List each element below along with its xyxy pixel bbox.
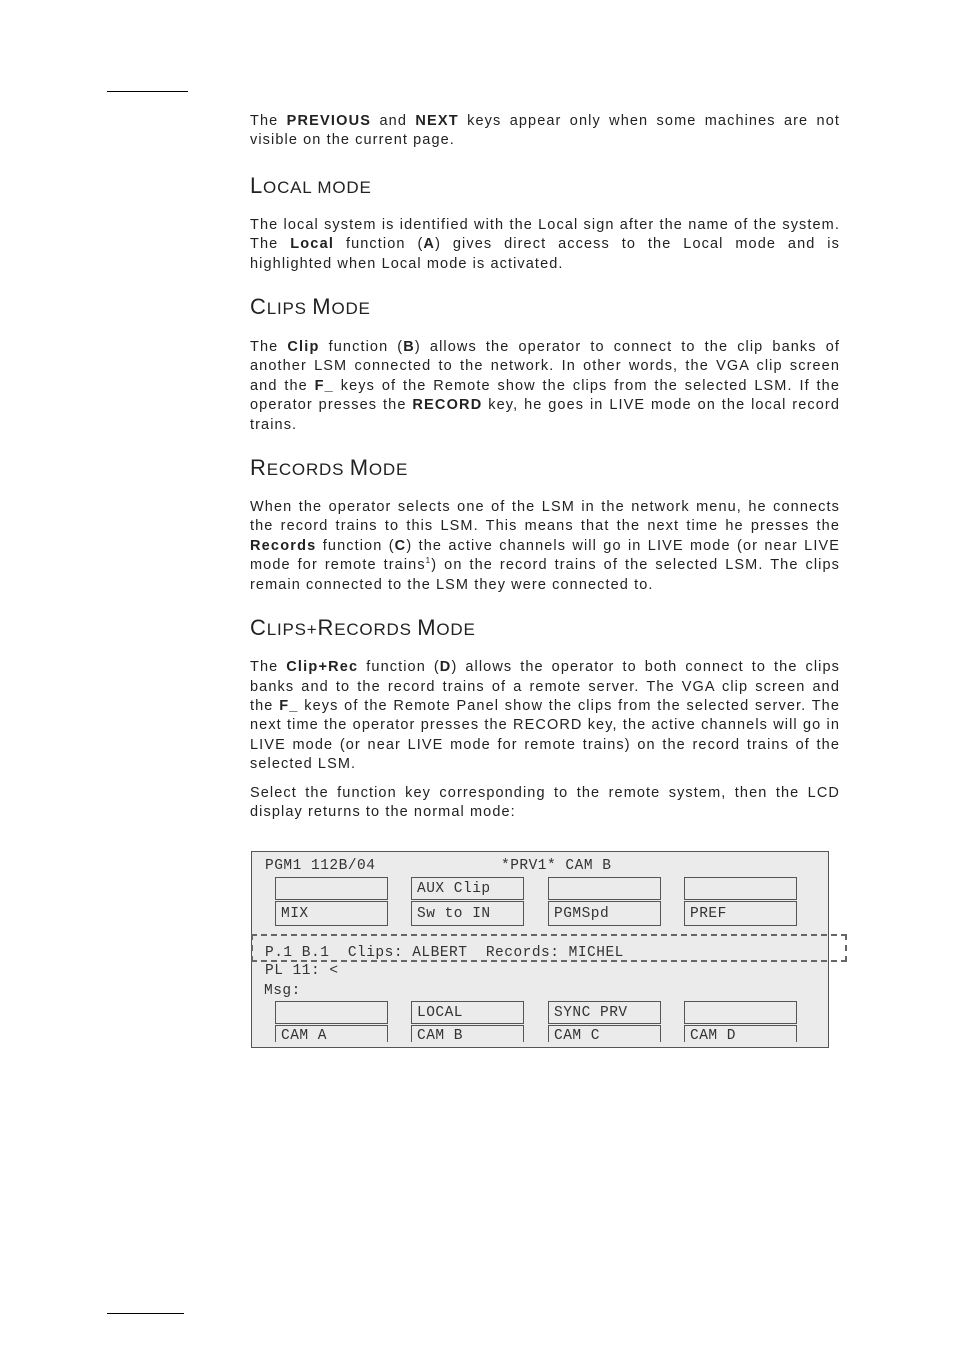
softkey-label: CAM D xyxy=(690,1028,737,1044)
f-key-label: F_ xyxy=(314,377,334,394)
records-function-label: Records xyxy=(250,537,317,554)
previous-key-label: PREVIOUS xyxy=(286,113,372,129)
lcd-softkey[interactable] xyxy=(684,901,797,926)
text: ) allows the operator to both connect to the clips banks and to the record trains of a remote server. The VGA clip screen and the xyxy=(250,659,840,714)
softkey-label: CAM A xyxy=(281,1028,328,1044)
heading-rest: ECORDS xyxy=(334,620,418,640)
heading-cap: C xyxy=(250,615,267,641)
lcd-softkey[interactable] xyxy=(411,1001,524,1024)
text: function ( xyxy=(334,236,424,253)
intro-text: and xyxy=(371,113,416,129)
softkey-label: PREF xyxy=(690,906,727,922)
lcd-playlist-line: PL 11: < xyxy=(265,963,339,979)
lcd-softkey[interactable] xyxy=(411,1025,524,1042)
softkey-label: SYNC PRV xyxy=(554,1005,628,1021)
text: ) the active channels will go in LIVE mode (or near LIVE mode for remote trains xyxy=(250,537,840,574)
select-paragraph: Select the function key corresponding to the remote system, then the LCD display returns to the normal mode: xyxy=(250,784,840,820)
key-letter: A xyxy=(423,236,436,253)
heading-rest: ODE xyxy=(368,460,409,480)
lcd-softkey[interactable] xyxy=(684,1025,797,1042)
text: function ( xyxy=(316,537,395,554)
text: key, he goes in LIVE mode on the local record trains. xyxy=(250,397,841,433)
softkey-label: Sw to IN xyxy=(417,906,491,922)
softkey-label: PGMSpd xyxy=(554,906,610,922)
lcd-softkey[interactable] xyxy=(275,877,388,900)
softkey-label: MIX xyxy=(281,906,309,922)
clip-function-label: Clip xyxy=(287,339,320,356)
clips-mode-paragraph xyxy=(250,338,840,435)
lcd-softkey[interactable] xyxy=(411,901,524,926)
text: When the operator selects one of the LSM in the network menu, he connects the record trains to this LSM. This means that the next time he presses the xyxy=(250,499,840,535)
heading-rest: OCAL MODE xyxy=(263,177,372,197)
lcd-softkey[interactable] xyxy=(684,1001,797,1024)
lcd-status-left: PGM1 112B/04 xyxy=(265,858,376,874)
heading-cap: M xyxy=(417,615,437,641)
heading-cap: R xyxy=(250,455,267,481)
record-key-label: RECORD xyxy=(412,397,483,414)
clips-records-mode-paragraph xyxy=(250,658,840,774)
text: function ( xyxy=(358,659,440,676)
intro-text: The xyxy=(250,113,287,129)
softkey-label: AUX Clip xyxy=(417,881,491,897)
key-letter: D xyxy=(439,659,452,676)
footer-rule xyxy=(107,1313,184,1314)
next-key-label: NEXT xyxy=(415,113,459,129)
text: The xyxy=(250,659,287,676)
document-body xyxy=(250,112,840,822)
text: ) on the record trains of the selected LSM. The clips remain connected to the LSM they were connected to. xyxy=(250,557,840,593)
f-key-label: F_ xyxy=(279,697,299,714)
heading-rest: LIPS+ xyxy=(266,620,318,640)
local-mode-paragraph xyxy=(250,216,840,274)
lcd-softkey[interactable] xyxy=(275,901,388,926)
lcd-softkey[interactable] xyxy=(548,1025,661,1042)
heading-rest: ODE xyxy=(436,620,476,640)
clips-mode-heading xyxy=(250,294,840,322)
footnote-marker: 1 xyxy=(425,556,432,566)
text: The xyxy=(250,339,288,356)
lcd-softkey[interactable] xyxy=(275,1025,388,1042)
intro-paragraph xyxy=(250,112,840,151)
text: ) allows the operator to connect to the clip banks of another LSM connected to the network. In other words, the VGA clip screen and the xyxy=(250,339,840,394)
heading-cap: C xyxy=(250,294,267,320)
network-line-highlight xyxy=(251,934,847,962)
heading-cap: R xyxy=(317,615,335,641)
lcd-softkey[interactable] xyxy=(548,901,661,926)
softkey-label: CAM B xyxy=(417,1028,464,1044)
key-letter: B xyxy=(403,339,415,356)
clips-records-mode-heading xyxy=(250,615,840,643)
intro-text: keys appear only when some machines are not visible on the current page. xyxy=(250,113,840,149)
heading-rest: ECORDS xyxy=(266,460,350,480)
heading-cap: L xyxy=(250,172,264,198)
text: keys of the Remote show the clips from the selected LSM. If the operator presses the xyxy=(250,377,840,414)
heading-rest: ODE xyxy=(331,299,371,319)
heading-cap: M xyxy=(312,294,332,320)
lcd-softkey[interactable] xyxy=(275,1001,388,1024)
cliprec-function-label: Clip+Rec xyxy=(286,659,359,676)
text: ) gives direct access to the Local mode and is highlighted when Local mode is activated. xyxy=(250,236,840,272)
local-function-label: Local xyxy=(290,236,335,253)
lcd-softkey[interactable] xyxy=(684,877,797,900)
lcd-network-line: P.1 B.1 Clips: ALBERT Records: MICHEL xyxy=(265,945,624,961)
records-mode-heading xyxy=(250,455,840,483)
local-mode-heading xyxy=(250,173,840,201)
key-letter: C xyxy=(394,537,407,554)
softkey-label: LOCAL xyxy=(417,1005,464,1021)
text: keys of the Remote Panel show the clips from the selected server. The next time the operator presses the RECORD key, the active channels will go in LIVE mode (or near LIVE mode for remote trains) on the record trains of the selected LSM. xyxy=(250,697,840,773)
lcd-softkey[interactable] xyxy=(548,877,661,900)
heading-cap: M xyxy=(349,455,369,481)
lcd-status-right: *PRV1* CAM B xyxy=(501,858,612,874)
softkey-label: CAM C xyxy=(554,1028,601,1044)
text: function ( xyxy=(319,339,404,356)
heading-rest: LIPS xyxy=(266,299,313,319)
lcd-message-line: Msg: xyxy=(264,983,301,999)
header-rule xyxy=(107,91,188,92)
lcd-softkey[interactable] xyxy=(548,1001,661,1024)
text: The local system is identified with the Local sign after the name of the system. The xyxy=(250,216,840,253)
records-mode-paragraph xyxy=(250,498,840,595)
lcd-softkey[interactable] xyxy=(411,877,524,900)
